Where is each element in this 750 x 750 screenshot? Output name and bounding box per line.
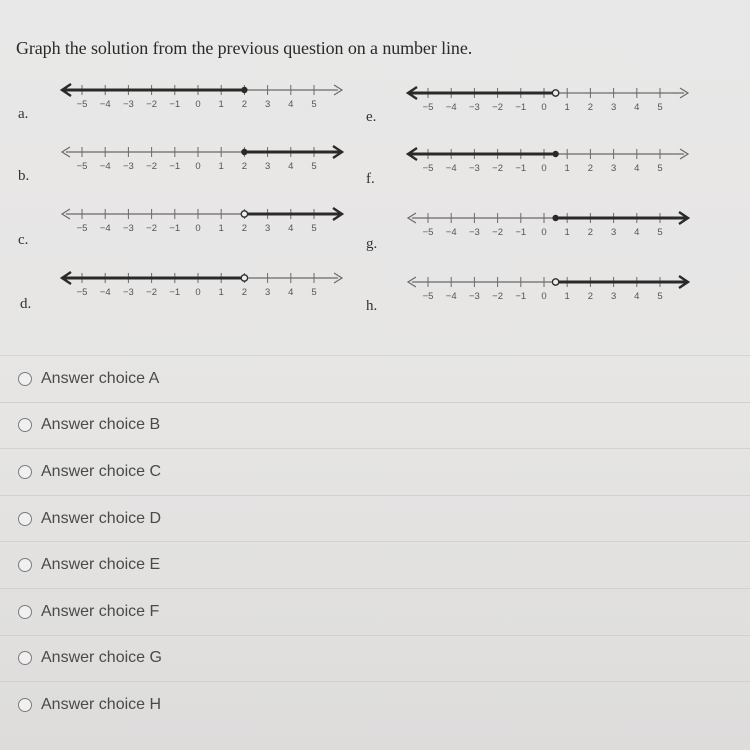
tick-label: −2 bbox=[492, 102, 504, 113]
tick-label: 5 bbox=[657, 227, 663, 238]
tick-label: −4 bbox=[445, 102, 457, 113]
tick-label: 3 bbox=[610, 163, 617, 174]
tick-label: −1 bbox=[515, 227, 527, 238]
choice-label: Answer choice A bbox=[41, 369, 160, 387]
tick-label: 5 bbox=[657, 291, 663, 302]
tick-label: −1 bbox=[515, 163, 527, 174]
tick-label: 2 bbox=[241, 223, 248, 234]
tick-label: 4 bbox=[634, 227, 640, 238]
tick-label: 0 bbox=[195, 223, 201, 234]
tick-label: 0 bbox=[195, 287, 201, 298]
tick-label: 4 bbox=[634, 163, 640, 174]
tick-label: −2 bbox=[492, 163, 504, 174]
tick-label: −5 bbox=[76, 223, 88, 234]
tick-label: 0 bbox=[541, 227, 547, 238]
tick-label: −3 bbox=[468, 227, 480, 238]
number-line bbox=[52, 196, 352, 242]
tick-label: 5 bbox=[311, 287, 317, 298]
tick-label: −3 bbox=[468, 102, 480, 113]
tick-label: −1 bbox=[169, 161, 181, 172]
tick-label: −5 bbox=[422, 291, 434, 302]
graph-letter: f. bbox=[366, 171, 375, 187]
radio-icon[interactable] bbox=[18, 512, 32, 526]
tick-label: −5 bbox=[422, 227, 434, 238]
number-line bbox=[398, 200, 698, 246]
tick-label: 5 bbox=[657, 163, 663, 174]
tick-label: 0 bbox=[195, 99, 201, 110]
graph-h bbox=[364, 264, 704, 324]
radio-icon[interactable] bbox=[18, 698, 32, 712]
radio-icon[interactable] bbox=[18, 418, 32, 432]
graph-g bbox=[364, 200, 704, 260]
tick-label: −4 bbox=[99, 99, 111, 110]
graph-a bbox=[16, 72, 356, 132]
choice-label: Answer choice F bbox=[41, 602, 160, 620]
tick-label: −2 bbox=[146, 99, 158, 110]
tick-label: 0 bbox=[195, 161, 201, 172]
tick-label: 3 bbox=[264, 223, 271, 234]
tick-label: −2 bbox=[146, 223, 158, 234]
tick-label: −5 bbox=[76, 161, 88, 172]
tick-label: 3 bbox=[264, 161, 271, 172]
radio-icon[interactable] bbox=[18, 605, 32, 619]
tick-label: 2 bbox=[587, 227, 594, 238]
choice-label: Answer choice B bbox=[41, 416, 161, 434]
tick-label: −4 bbox=[445, 227, 457, 238]
answer-choice-b[interactable] bbox=[0, 402, 750, 449]
tick-label: 1 bbox=[564, 102, 570, 113]
tick-label: 2 bbox=[587, 291, 594, 302]
tick-label: 3 bbox=[264, 287, 271, 298]
question-prompt: Graph the solution from the previous question on a number line. bbox=[16, 38, 473, 58]
tick-label: 4 bbox=[288, 223, 294, 234]
answer-choice-e[interactable] bbox=[0, 541, 750, 588]
tick-label: 1 bbox=[218, 161, 224, 172]
tick-label: −5 bbox=[76, 287, 88, 298]
tick-label: −4 bbox=[445, 163, 457, 174]
open-endpoint bbox=[241, 275, 247, 281]
tick-label: −1 bbox=[169, 287, 181, 298]
tick-label: −1 bbox=[515, 102, 527, 113]
answer-choice-c[interactable] bbox=[0, 448, 750, 495]
tick-label: 2 bbox=[241, 161, 248, 172]
graph-e bbox=[364, 75, 704, 135]
tick-label: 5 bbox=[311, 223, 317, 234]
radio-icon[interactable] bbox=[18, 372, 32, 386]
answer-choice-f[interactable] bbox=[0, 588, 750, 635]
number-line bbox=[52, 134, 352, 180]
choice-label: Answer choice G bbox=[41, 649, 162, 667]
radio-icon[interactable] bbox=[18, 465, 32, 479]
tick-label: −3 bbox=[468, 163, 480, 174]
graph-letter: a. bbox=[18, 106, 29, 122]
tick-label: −3 bbox=[468, 291, 480, 302]
tick-label: 0 bbox=[541, 163, 547, 174]
tick-label: 1 bbox=[564, 291, 570, 302]
tick-label: 3 bbox=[610, 291, 617, 302]
number-line bbox=[398, 136, 698, 182]
tick-label: −4 bbox=[99, 161, 111, 172]
tick-label: 4 bbox=[288, 99, 294, 110]
tick-label: 5 bbox=[311, 99, 317, 110]
number-line bbox=[398, 75, 698, 121]
graph-letter: b. bbox=[18, 168, 30, 184]
graph-c bbox=[16, 196, 356, 256]
graph-f bbox=[364, 136, 704, 196]
answer-choices bbox=[0, 355, 750, 728]
number-line bbox=[52, 260, 352, 306]
tick-label: −2 bbox=[492, 291, 504, 302]
radio-icon[interactable] bbox=[18, 651, 32, 665]
tick-label: 3 bbox=[264, 99, 271, 110]
tick-label: 4 bbox=[288, 161, 294, 172]
tick-label: 1 bbox=[564, 227, 570, 238]
closed-endpoint bbox=[241, 149, 247, 155]
tick-label: −2 bbox=[492, 227, 504, 238]
graph-letter: c. bbox=[18, 232, 29, 248]
tick-label: 4 bbox=[288, 287, 294, 298]
tick-label: 2 bbox=[241, 287, 248, 298]
tick-label: 2 bbox=[241, 99, 248, 110]
tick-label: −2 bbox=[146, 287, 158, 298]
closed-endpoint bbox=[552, 151, 558, 157]
graph-b bbox=[16, 134, 356, 194]
tick-label: −4 bbox=[445, 291, 457, 302]
tick-label: −5 bbox=[76, 99, 88, 110]
tick-label: −2 bbox=[146, 161, 158, 172]
tick-label: 1 bbox=[564, 163, 570, 174]
open-endpoint bbox=[241, 211, 247, 217]
answer-choice-h[interactable] bbox=[0, 681, 750, 728]
choice-label: Answer choice E bbox=[41, 556, 161, 574]
tick-label: −1 bbox=[169, 223, 181, 234]
tick-label: 2 bbox=[587, 102, 594, 113]
tick-label: 5 bbox=[657, 102, 663, 113]
radio-icon[interactable] bbox=[18, 558, 32, 572]
tick-label: 3 bbox=[610, 102, 617, 113]
tick-label: −3 bbox=[122, 287, 134, 298]
answer-choice-a[interactable] bbox=[0, 355, 750, 402]
tick-label: −5 bbox=[422, 102, 434, 113]
closed-endpoint bbox=[552, 215, 558, 221]
tick-label: −4 bbox=[99, 287, 111, 298]
choice-label: Answer choice C bbox=[41, 462, 162, 480]
tick-label: −3 bbox=[122, 99, 134, 110]
tick-label: −1 bbox=[515, 291, 527, 302]
tick-label: −1 bbox=[169, 99, 181, 110]
tick-label: −4 bbox=[99, 223, 111, 234]
tick-label: 4 bbox=[634, 291, 640, 302]
tick-label: 0 bbox=[541, 102, 547, 113]
closed-endpoint bbox=[241, 87, 247, 93]
tick-label: −3 bbox=[122, 223, 134, 234]
tick-label: 3 bbox=[610, 227, 617, 238]
choice-label: Answer choice H bbox=[41, 695, 162, 713]
tick-label: −5 bbox=[422, 163, 434, 174]
answer-choice-g[interactable] bbox=[0, 635, 750, 682]
graph-letter: h. bbox=[366, 298, 378, 314]
tick-label: 1 bbox=[218, 287, 224, 298]
tick-label: 5 bbox=[311, 161, 317, 172]
answer-choice-d[interactable] bbox=[0, 495, 750, 542]
number-line bbox=[52, 72, 352, 118]
open-endpoint bbox=[552, 279, 558, 285]
tick-label: 0 bbox=[541, 291, 547, 302]
graph-letter: d. bbox=[20, 296, 32, 312]
tick-label: 1 bbox=[218, 99, 224, 110]
number-line bbox=[398, 264, 698, 310]
graph-letter: e. bbox=[366, 109, 377, 125]
graph-d bbox=[16, 260, 356, 320]
open-endpoint bbox=[552, 90, 558, 96]
tick-label: 1 bbox=[218, 223, 224, 234]
tick-label: −3 bbox=[122, 161, 134, 172]
tick-label: 2 bbox=[587, 163, 594, 174]
graph-letter: g. bbox=[366, 236, 378, 252]
tick-label: 4 bbox=[634, 102, 640, 113]
choice-label: Answer choice D bbox=[41, 509, 162, 527]
